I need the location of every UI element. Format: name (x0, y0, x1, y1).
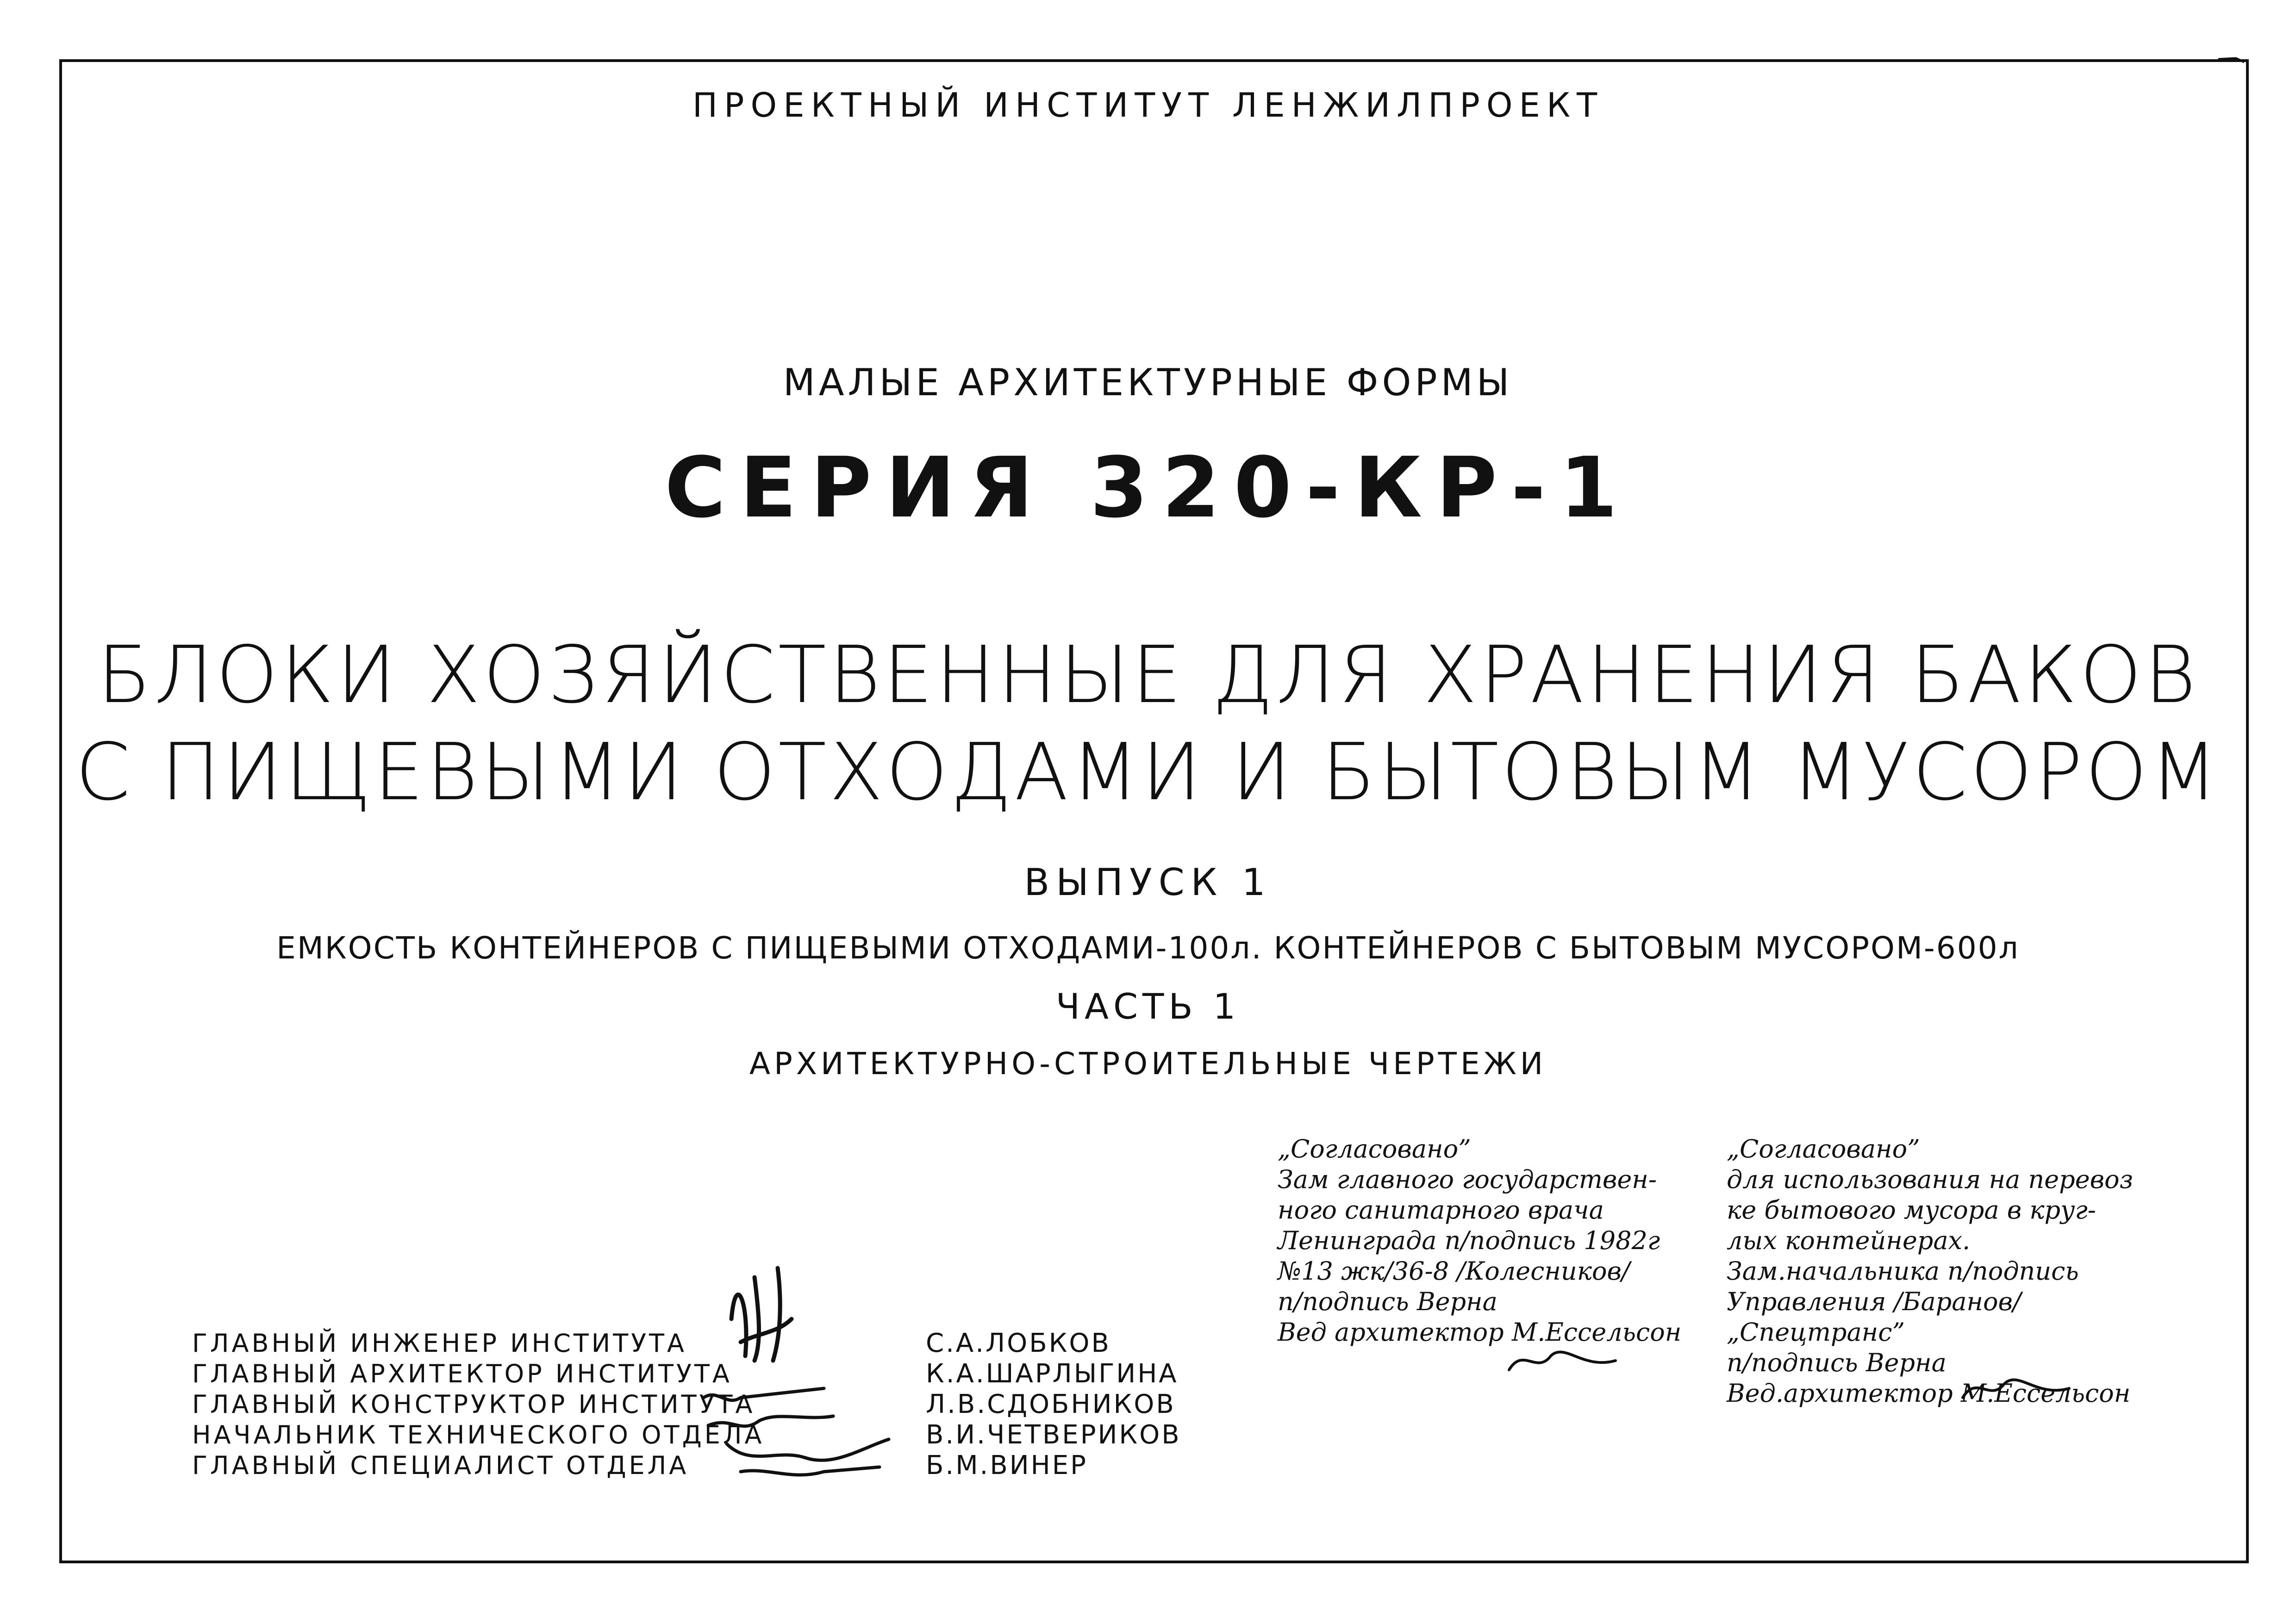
corner-mark (2217, 56, 2245, 65)
signatory-role: ГЛАВНЫЙ СПЕЦИАЛИСТ ОТДЕЛА (192, 1451, 689, 1480)
category-kicker: МАЛЫЕ АРХИТЕКТУРНЫЕ ФОРМЫ (783, 361, 1513, 404)
handwritten-signatures (685, 1250, 907, 1509)
container-capacity: ЕМКОСТЬ КОНТЕЙНЕРОВ С ПИЩЕВЫМИ ОТХОДАМИ-100л. КОНТЕЙНЕРОВ С БЫТОВЫМ МУСОРОМ-600л (276, 930, 2020, 966)
signatory-name: Б.М.ВИНЕР (926, 1450, 1088, 1480)
approval-line: Зам главного государствен- (1278, 1165, 1657, 1194)
signatory-name: С.А.ЛОБКОВ (926, 1328, 1111, 1358)
signatory-name: К.А.ШАРЛЫГИНА (926, 1359, 1179, 1389)
series-number: СЕРИЯ 320-КР-1 (664, 440, 1632, 536)
signatory-name: Л.В.СДОБНИКОВ (926, 1389, 1176, 1419)
approval-line: „Спецтранс” (1727, 1318, 1905, 1347)
approval-line: Управления /Баранов/ (1727, 1287, 2021, 1316)
approval-block-left (1278, 1134, 1681, 1348)
signatory-role: ГЛАВНЫЙ АРХИТЕКТОР ИНСТИТУТА (192, 1359, 732, 1388)
handwritten-signature-right-approval (1958, 1370, 2078, 1407)
signatory-name: В.И.ЧЕТВЕРИКОВ (926, 1420, 1181, 1450)
approval-line: п/подпись Верна (1727, 1348, 1947, 1377)
approval-line: ного санитарного врача (1278, 1195, 1604, 1225)
approval-line: Ленинграда п/подпись 1982г (1278, 1226, 1660, 1255)
approval-line: „Согласовано” (1727, 1134, 1920, 1163)
document-title-line-2: С ПИЩЕВЫМИ ОТХОДАМИ И БЫТОВЫМ МУСОРОМ (75, 727, 2221, 818)
signatory-role: НАЧАЛЬНИК ТЕХНИЧЕСКОГО ОТДЕЛА (192, 1420, 765, 1449)
approval-line: Вед архитектор М.Ессельсон (1278, 1318, 1682, 1347)
approval-block-right (1727, 1134, 2133, 1409)
document-title-line-1: БЛОКИ ХОЗЯЙСТВЕННЫЕ ДЛЯ ХРАНЕНИЯ БАКОВ (97, 629, 2199, 721)
issue-number: ВЫПУСК 1 (1024, 861, 1272, 904)
signatory-names (926, 1328, 1181, 1481)
drawings-subtitle: АРХИТЕКТУРНО-СТРОИТЕЛЬНЫЕ ЧЕРТЕЖИ (749, 1046, 1547, 1082)
signatory-role: ГЛАВНЫЙ ИНЖЕНЕР ИНСТИТУТА (192, 1329, 687, 1358)
part-number: ЧАСТЬ 1 (1055, 986, 1241, 1027)
approval-line: №13 жк/36-8 /Колесников/ (1278, 1256, 1630, 1286)
approval-line: Вед.архитектор М.Ессельсон (1727, 1379, 2131, 1408)
approval-line: Зам.начальника п/подпись (1727, 1256, 2079, 1286)
approval-line: ке бытового мусора в круг- (1727, 1195, 2096, 1225)
signatory-role: ГЛАВНЫЙ КОНСТРУКТОР ИНСТИТУТА (192, 1390, 755, 1419)
handwritten-signature-left-approval (1504, 1342, 1625, 1379)
approval-line: п/подпись Верна (1278, 1287, 1497, 1316)
approval-line: „Согласовано” (1278, 1134, 1471, 1163)
approval-line: для использования на перевоз (1727, 1165, 2134, 1194)
signatory-roles (192, 1328, 764, 1481)
institute-name: ПРОЕКТНЫЙ ИНСТИТУТ ЛЕНЖИЛПРОЕКТ (692, 86, 1604, 124)
approval-line: лых контейнерах. (1727, 1226, 1971, 1255)
